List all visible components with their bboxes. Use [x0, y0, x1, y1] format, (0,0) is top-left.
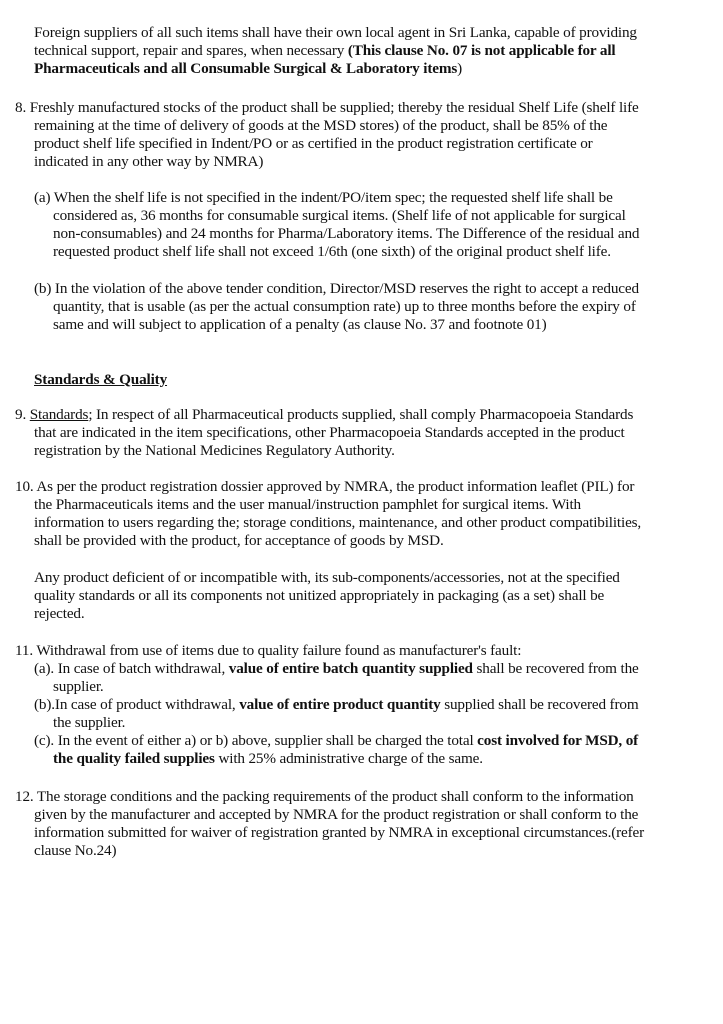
clause-8a-line: considered as, 36 months for consumable surgical items. (Shelf life of not applicable for surgical	[53, 207, 626, 224]
bold-note: Pharmaceuticals and all Consumable Surgical & Laboratory items	[34, 60, 458, 77]
clause-8a-line: non-consumables) and 24 months for Pharma/Laboratory items. The Difference of the residual and	[53, 225, 640, 242]
clause-9-line: 9. Standards; In respect of all Pharmaceutical products supplied, shall comply Pharmacopoeia Standards	[15, 406, 634, 423]
clause-8-line: remaining at the time of delivery of goods at the MSD stores) of the product, shall be 85% of the	[34, 117, 608, 134]
clause-8a-line: requested product shelf life shall not exceed 1/6th (one sixth) of the original product shelf life.	[53, 243, 611, 260]
clause-10-line: 10. As per the product registration dossier approved by NMRA, the product information leaflet (PIL) for	[15, 478, 635, 495]
section-heading: Standards & Quality	[34, 371, 168, 388]
clause-11c-line: (c). In the event of either a) or b) above, supplier shall be charged the total cost involved for MSD, of	[34, 732, 639, 749]
clause-11b-line: (b).In case of product withdrawal, value of entire product quantity supplied shall be recovered from	[34, 696, 639, 713]
clause-11a-line: (a). In case of batch withdrawal, value of entire batch quantity supplied shall be recovered from the	[34, 660, 639, 677]
clause-10-para2-line: rejected.	[34, 605, 85, 622]
clause-12-line: clause No.24)	[34, 842, 117, 859]
standards-keyword: Standards	[29, 406, 89, 423]
clause-8b-line: quantity, that is usable (as per the actual consumption rate) up to three months before the expiry of	[53, 298, 636, 315]
clause-10-para2-line: quality standards or all its components not unitized appropriately in packaging (as a set) shall be	[34, 587, 605, 604]
text-line: technical support, repair and spares, when necessary (This clause No. 07 is not applicable for all	[34, 42, 616, 59]
clause-10-line: information to users regarding the; storage conditions, maintenance, and other product compatibilities,	[34, 514, 642, 531]
clause-10-line: shall be provided with the product, for acceptance of goods by MSD.	[34, 532, 444, 549]
clause-8b-line: (b) In the violation of the above tender condition, Director/MSD reserves the right to accept a reduced	[34, 280, 639, 297]
clause-12-line: given by the manufacturer and accepted by NMRA for the product registration or shall conform to the	[34, 806, 639, 823]
bold-note: (This clause No. 07 is not applicable for all	[347, 42, 616, 59]
clause-8b-line: same and will subject to application of a penalty (as clause No. 37 and footnote 01)	[53, 316, 547, 333]
clause-11-intro: 11. Withdrawal from use of items due to quality failure found as manufacturer's fault:	[15, 642, 522, 659]
clause-8-line: 8. Freshly manufactured stocks of the product shall be supplied; thereby the residual Shelf Life (shelf life	[15, 99, 639, 116]
clause-9-line: registration by the National Medicines Regulatory Authority.	[34, 442, 395, 459]
clause-12-line: information submitted for waiver of registration granted by NMRA in exceptional circumstances.(refer	[34, 824, 645, 841]
clause-9-line: that are indicated in the item specifications, other Pharmacopoeia Standards accepted in the product	[34, 424, 625, 441]
clause-12-line: 12. The storage conditions and the packing requirements of the product shall conform to the information	[15, 788, 634, 805]
clause-11c-line: the quality failed supplies with 25% administrative charge of the same.	[53, 750, 483, 767]
clause-10-line: the Pharmaceuticals items and the user manual/instruction pamphlet for surgical items. With	[34, 496, 581, 513]
clause-8a-line: (a) When the shelf life is not specified in the indent/PO/item spec; the requested shelf life shall be	[34, 189, 613, 206]
clause-11b-line: the supplier.	[53, 714, 126, 731]
clause-8-line: indicated in any other way by NMRA)	[34, 153, 264, 170]
text-line: Foreign suppliers of all such items shall have their own local agent in Sri Lanka, capable of providing	[34, 24, 637, 41]
clause-8-line: product shelf life specified in Indent/PO or as certified in the product registration certificate or	[34, 135, 593, 152]
clause-10-para2-line: Any product deficient of or incompatible with, its sub-components/accessories, not at the specified	[34, 569, 620, 586]
text-line: Pharmaceuticals and all Consumable Surgical & Laboratory items)	[34, 60, 463, 77]
clause-11a-line: supplier.	[53, 678, 104, 695]
